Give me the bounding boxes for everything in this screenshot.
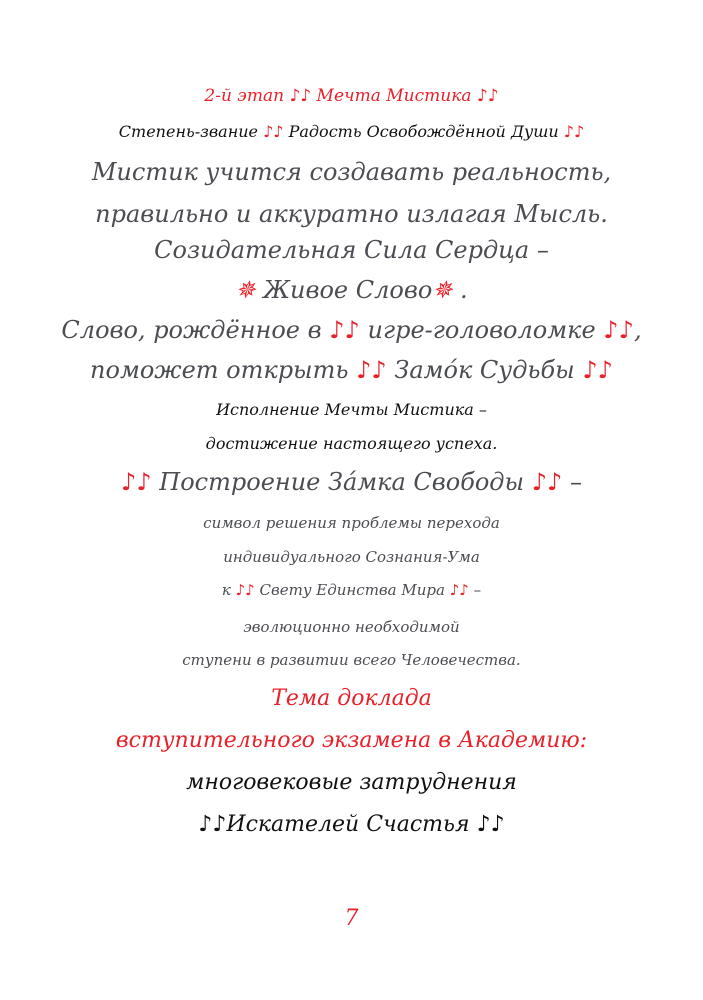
text-fragment: Искателей Счастья [226, 812, 470, 837]
topic-line: многовековые затруднения [186, 770, 517, 795]
text-line: Мистик учится создавать реальность, [91, 158, 612, 186]
stage-heading [0, 88, 703, 105]
punctuation: , [633, 316, 642, 344]
text-line [0, 470, 703, 494]
text-line: Исполнение Мечты Мистика – [216, 400, 487, 419]
report-topic-heading: Тема доклада [271, 686, 432, 711]
music-note-icon: ♪♪ [121, 468, 152, 496]
music-note-icon: ♪♪ [563, 122, 585, 141]
music-note-icon: ♪♪ [449, 581, 469, 599]
stage-title: Мечта Мистика [316, 86, 472, 106]
punctuation: – [569, 468, 582, 496]
music-note-icon: ♪♪ [476, 812, 505, 837]
star-ornament-icon: ✵ [432, 276, 453, 304]
text-fragment: Слово, рождённое в [61, 316, 322, 344]
degree-label: Степень-звание [118, 122, 258, 141]
stage-label: 2-й этап [204, 86, 285, 106]
music-note-icon: ♪♪ [235, 581, 255, 599]
music-note-icon: ♪♪ [531, 468, 563, 496]
music-note-icon: ♪♪ [356, 356, 387, 384]
living-word-text: Живое Слово [263, 276, 433, 304]
page-number: 7 [344, 906, 359, 931]
text-line: достижение настоящего успеха. [205, 434, 498, 453]
text-fragment: Свету Единства Мира [259, 581, 445, 599]
music-note-icon: ♪♪ [263, 122, 284, 141]
text-line [0, 318, 703, 342]
text-fragment: Замо́к Судьбы [394, 356, 575, 384]
music-note-icon: ♪♪ [603, 316, 634, 344]
text-line: символ решения проблемы перехода [203, 514, 500, 532]
report-topic-subheading: вступительного экзамена в Академию: [115, 728, 588, 753]
text-line: эволюционно необходимой [243, 618, 460, 636]
music-note-icon: ♪♪ [582, 356, 613, 384]
punctuation: . [460, 276, 468, 304]
punctuation: – [473, 581, 482, 599]
text-fragment: поможет открыть [90, 356, 349, 384]
music-note-icon: ♪♪ [476, 86, 499, 106]
topic-line [0, 814, 703, 836]
text-fragment: игре-головоломке [367, 316, 596, 344]
text-line [0, 583, 703, 598]
music-note-icon: ♪♪ [289, 86, 312, 106]
text-fragment: Построение За́мка Свободы [159, 468, 525, 496]
degree-line [0, 124, 703, 140]
text-line: Созидательная Сила Сердца – [154, 236, 549, 264]
music-note-icon: ♪♪ [329, 316, 360, 344]
text-line: индивидуального Сознания-Ума [223, 548, 480, 566]
star-ornament-icon: ✵ [235, 276, 256, 304]
music-note-icon: ♪♪ [198, 812, 227, 837]
text-fragment: к [221, 581, 231, 599]
text-line: правильно и аккуратно излагая Мысль. [95, 200, 608, 228]
text-line [0, 358, 703, 382]
text-line: ступени в развитии всего Человечества. [182, 651, 521, 669]
degree-title: Радость Освобождённой Души [288, 122, 559, 141]
living-word-line [0, 278, 703, 302]
